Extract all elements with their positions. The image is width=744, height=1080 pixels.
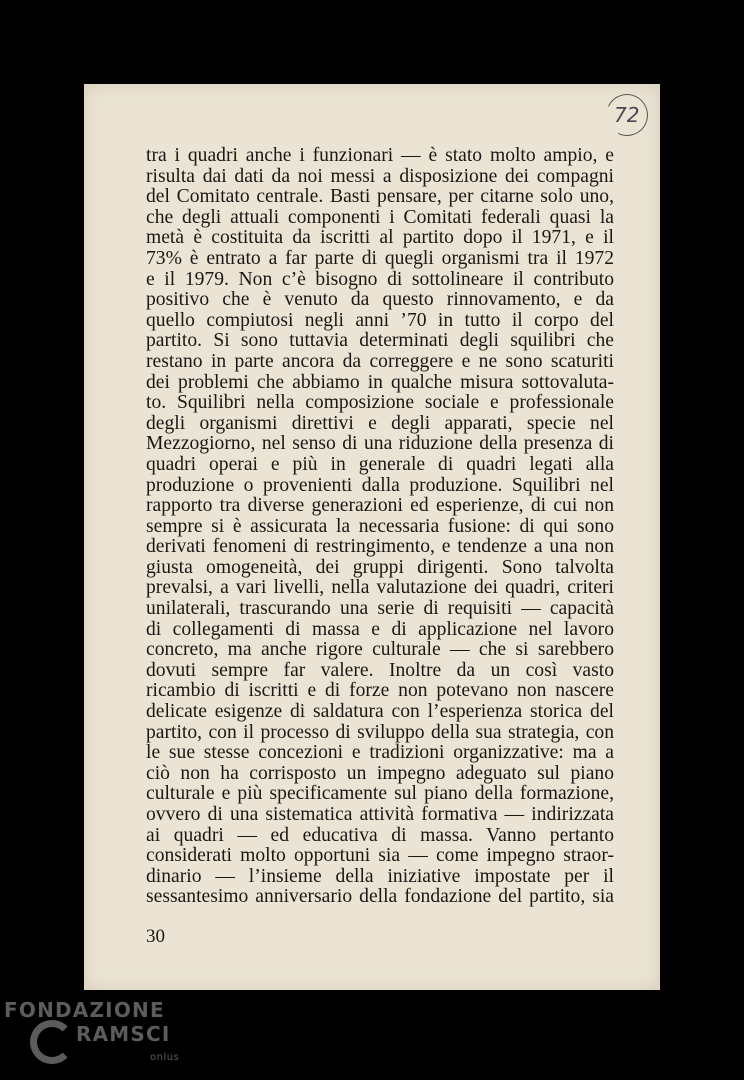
text-line: dei problemi che abbiamo in qualche misura sottovaluta- <box>146 371 614 393</box>
text-line: Mezzogiorno, nel senso di una riduzione della presenza di <box>146 433 614 455</box>
text-line: derivati fenomeni di restringimento, e tendenze a una non <box>146 536 614 558</box>
text-line: concreto, ma anche rigore culturale — che si sarebbero <box>146 639 614 661</box>
text-line: quello compiutosi negli anni ’70 in tutto il corpo del <box>146 309 614 331</box>
text-line: delicate esigenze di saldatura con l’esperienza storica del <box>146 701 614 723</box>
text-line: dinario — l’insieme della iniziative impostate per il <box>146 865 614 887</box>
text-line: rapporto tra diverse generazioni ed esperienze, di cui non <box>146 495 614 517</box>
text-line: partito, con il processo di sviluppo della sua strategia, con <box>146 721 614 743</box>
text-line: le sue stesse concezioni e tradizioni organizzative: ma a <box>146 742 614 764</box>
text-line: di collegamenti di massa e di applicazione nel lavoro <box>146 618 614 640</box>
text-line: produzione o provenienti dalla produzione. Squilibri nel <box>146 474 614 496</box>
text-line: risulta dai dati da noi messi a disposizione dei compagni <box>146 165 614 187</box>
text-line: metà è costituita da iscritti al partito dopo il 1971, e il <box>146 227 614 249</box>
text-line: ai quadri — ed educativa di massa. Vanno pertanto <box>146 824 614 846</box>
text-line: partito. Si sono tuttavia determinati degli squilibri che <box>146 330 614 352</box>
text-line: e il 1979. Non c’è bisogno di sottolineare il contributo <box>146 268 614 290</box>
text-line: ovvero di una sistematica attività formativa — indirizzata <box>146 804 614 825</box>
archive-stamp-number: 72 <box>614 103 640 128</box>
text-line: positivo che è venuto da questo rinnovamento, e da <box>146 289 614 311</box>
text-line: giusta omogeneità, dei gruppi dirigenti. Sono talvolta <box>146 556 614 578</box>
text-line: culturale e più specificamente sul piano della formazione, <box>146 783 614 805</box>
logo-onlus: onlus <box>150 1052 180 1063</box>
text-line: del Comitato centrale. Basti pensare, per citarne solo uno, <box>146 186 614 208</box>
text-line: considerati molto opportuni sia — come impegno straor- <box>146 845 614 867</box>
text-line: prevalsi, a vari livelli, nella valutazione dei quadri, criteri <box>146 577 614 599</box>
logo-line1: FONDAZIONE <box>4 998 165 1022</box>
archive-page-stamp <box>600 88 654 142</box>
fondazione-gramsci-logo <box>4 998 204 1078</box>
text-line: degli organismi direttivi e degli apparati, specie nel <box>146 412 614 434</box>
text-line: che degli attuali componenti i Comitati federali quasi la <box>146 206 614 228</box>
text-line: to. Squilibri nella composizione sociale e professionale <box>146 392 614 414</box>
text-line: quadri operai e più in generale di quadri legati alla <box>146 453 614 475</box>
text-line: unilaterali, trascurando una serie di requisiti — capacità <box>146 598 614 620</box>
text-line: dovuti sempre far valere. Inoltre da un così vasto <box>146 659 614 681</box>
text-line: tra i quadri anche i funzionari — è stato molto ampio, e <box>146 145 614 166</box>
text-line: ciò non ha corrisposto un impegno adeguato sul piano <box>146 762 614 784</box>
logo-line2: RAMSCI <box>76 1022 171 1046</box>
text-line: ricambio di iscritti e di forze non potevano non nascere <box>146 680 614 702</box>
text-line: 73% è entrato a far parte di quegli organismi tra il 1972 <box>146 247 614 269</box>
body-text <box>146 146 614 908</box>
text-line: restano in parte ancora da correggere e ne sono scaturiti <box>146 350 614 372</box>
page-number: 30 <box>146 926 165 947</box>
logo-g-icon <box>30 1020 74 1064</box>
document-page <box>84 84 660 990</box>
text-line: sempre si è assicurata la necessaria fusione: di qui sono <box>146 515 614 537</box>
text-line: sessantesimo anniversario della fondazione del partito, sia <box>146 886 614 908</box>
